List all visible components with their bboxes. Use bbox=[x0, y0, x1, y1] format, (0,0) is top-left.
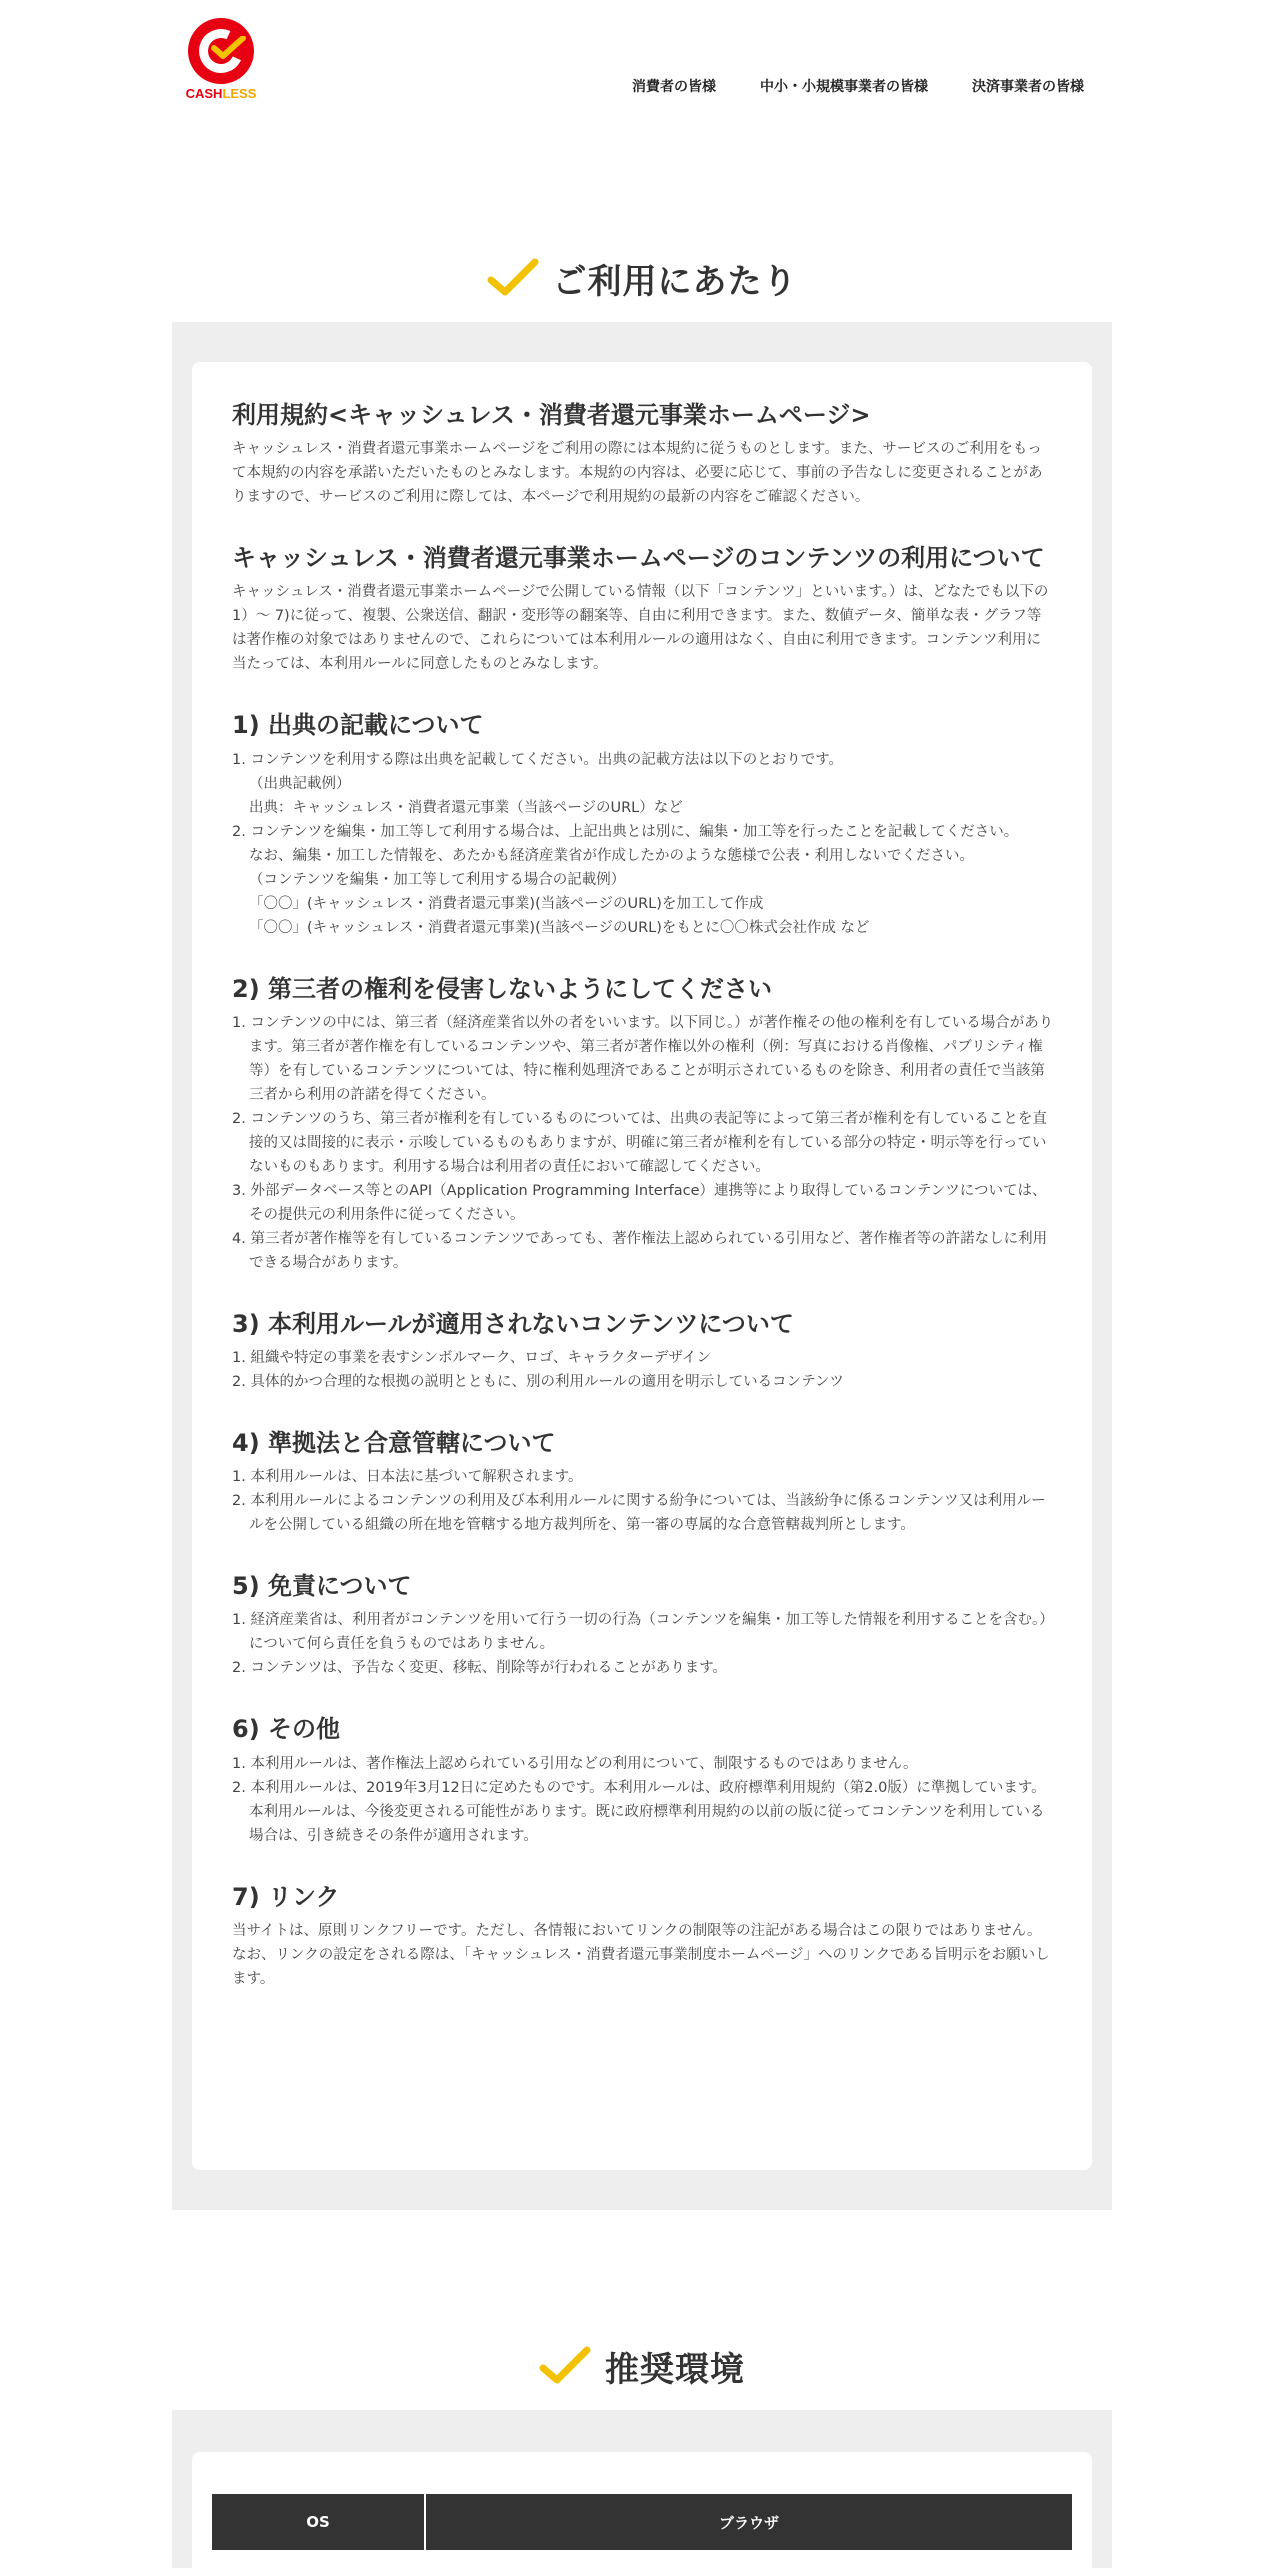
terms-card bbox=[192, 362, 1092, 2170]
list-item: 1. 組織や特定の事業を表すシンボルマーク、ロゴ、キャラクターデザイン bbox=[232, 1349, 712, 1366]
check-icon bbox=[487, 258, 539, 298]
list-item: 2. 本利用ルールは、2019年3月12日に定めたものです。本利用ルールは、政府標準利用規約（第2.0版）に準拠しています。本利用ルールは、今後変更される可能性があります。既に政府標準利用規約の以前の版に従ってコンテンツを利用している場合は、引き続きその条件が適用されます。 bbox=[232, 1779, 1046, 1844]
list-subtext: 「〇〇」(キャッシュレス・消費者還元事業)(当該ページのURL)を加工して作成 bbox=[249, 895, 764, 912]
site-header bbox=[0, 0, 1284, 150]
logo-wordmark bbox=[184, 86, 258, 101]
env-section-title bbox=[0, 2336, 1284, 2396]
section-list bbox=[232, 1465, 1054, 1537]
terms-block-governing-law bbox=[232, 1428, 1054, 1537]
list-item: 1. 経済産業省は、利用者がコンテンツを用いて行う一切の行為（コンテンツを編集・加工等した情報を利用することを含む。）について何ら責任を負うものではありません。 bbox=[232, 1612, 1054, 1653]
list-item: 2. コンテンツのうち、第三者が権利を有しているものについては、出典の表記等によって第三者が権利を有していることを直接的又は間接的に表示・示唆しているものもありますが、明確に第三者が権利を有している部分の特定・明示等を行っていないものもあります。利用する場合は利用者の責任において確認してください。 bbox=[232, 1110, 1047, 1175]
terms-block-not-applicable bbox=[232, 1309, 1054, 1394]
terms-block-rules bbox=[232, 400, 1054, 509]
section-list bbox=[232, 748, 1054, 940]
list-subtext: 出典：キャッシュレス・消費者還元事業（当該ページのURL）など bbox=[249, 799, 683, 816]
terms-block-source bbox=[232, 710, 1054, 939]
section-list bbox=[232, 1608, 1054, 1680]
list-item: 1. 本利用ルールは、日本法に基づいて解釈されます。 bbox=[232, 1469, 583, 1486]
section-list bbox=[232, 1752, 1054, 1848]
page-title: ご利用にあたり bbox=[552, 261, 798, 302]
main-nav bbox=[632, 76, 1084, 96]
col-browser: ブラウザ bbox=[426, 2494, 1072, 2550]
section-heading: 7) リンク bbox=[232, 1882, 340, 1911]
list-subtext: （出典記載例） bbox=[249, 775, 351, 792]
col-os: OS bbox=[212, 2494, 426, 2550]
terms-content bbox=[232, 400, 1054, 2025]
logo-text-cash: CASH bbox=[185, 86, 223, 101]
terms-panel bbox=[172, 322, 1112, 2210]
list-item: 2. コンテンツを編集・加工等して利用する場合は、上記出典とは別に、編集・加工等を行ったことを記載してください。 bbox=[232, 823, 1019, 840]
section-text: 当サイトは、原則リンクフリーです。ただし、各情報においてリンクの制限等の注記がある場合はこの限りではありません。なお、リンクの設定をされる際は、「キャッシュレス・消費者還元事業制度ホームページ」へのリンクである旨明示をお願いします。 bbox=[232, 1922, 1050, 1987]
check-icon bbox=[539, 2346, 591, 2386]
section-list bbox=[232, 1346, 1054, 1394]
env-title: 推奨環境 bbox=[605, 2349, 745, 2390]
section-heading: 3) 本利用ルールが適用されないコンテンツについて bbox=[232, 1309, 794, 1338]
section-heading: 5) 免責について bbox=[232, 1572, 412, 1601]
section-list bbox=[232, 1011, 1054, 1275]
list-item: 4. 第三者が著作権等を有しているコンテンツであっても、著作権法上認められている引用など、著作権者等の許諾なしに利用できる場合があります。 bbox=[232, 1230, 1048, 1271]
list-subtext: 「〇〇」(キャッシュレス・消費者還元事業)(当該ページのURL)をもとに〇〇株式会社作成 など bbox=[249, 919, 870, 936]
list-item: 2. コンテンツは、予告なく変更、移転、削除等が行われることがあります。 bbox=[232, 1660, 728, 1677]
terms-block-link bbox=[232, 1882, 1054, 1991]
env-panel bbox=[172, 2410, 1112, 2568]
section-heading: 2) 第三者の権利を侵害しないようにしてください bbox=[232, 974, 773, 1003]
env-table-header bbox=[212, 2494, 1072, 2550]
nav-consumers[interactable]: 消費者の皆様 bbox=[632, 79, 716, 95]
list-item: 2. 具体的かつ合理的な根拠の説明とともに、別の利用ルールの適用を明示しているコンテンツ bbox=[232, 1373, 844, 1390]
list-item: 1. 本利用ルールは、著作権法上認められている引用などの利用について、制限するものではありません。 bbox=[232, 1755, 918, 1772]
section-text: キャッシュレス・消費者還元事業ホームページをご利用の際には本規約に従うものとします。また、サービスのご利用をもって本規約の内容を承諾いただいたものとみなします。本規約の内容は、必要に応じて、事前の予告なしに変更されることがありますので、サービスのご利用に際しては、本ページで利用規約の最新の内容をご確認ください。 bbox=[232, 441, 1043, 506]
section-text: キャッシュレス・消費者還元事業ホームページで公開している情報（以下「コンテンツ」といいます。）は、どなたでも以下の1）〜 7)に従って、複製、公衆送信、翻訳・変形等の翻案等、自由に利用できます。また、数値データ、簡単な表・グラフ等は著作権の対象ではありませんので、これらについては本利用ルールの適用はなく、自由に利用できます。コンテンツ利用に当たっては、本利用ルールに同意したものとみなします。 bbox=[232, 584, 1049, 673]
nav-small-business[interactable]: 中小・小規模事業者の皆様 bbox=[760, 79, 928, 95]
list-item: 2. 本利用ルールによるコンテンツの利用及び本利用ルールに関する紛争については、当該紛争に係るコンテンツ又は利用ルールを公開している組織の所在地を管轄する地方裁判所を、第一審の専属的な合意管轄裁判所とします。 bbox=[232, 1493, 1046, 1534]
nav-payment-providers[interactable]: 決済事業者の皆様 bbox=[972, 79, 1084, 95]
terms-section-title bbox=[0, 248, 1284, 308]
cashless-logo[interactable] bbox=[185, 18, 257, 104]
terms-block-disclaimer bbox=[232, 1571, 1054, 1680]
section-heading: 6) その他 bbox=[232, 1715, 341, 1744]
section-heading: 利用規約<キャッシュレス・消費者還元事業ホームページ> bbox=[232, 401, 871, 429]
logo-text-less: LESS bbox=[222, 86, 257, 101]
logo-check-icon bbox=[210, 36, 246, 60]
list-item: 1. コンテンツの中には、第三者（経済産業省以外の者をいいます。以下同じ。）が著作権その他の権利を有している場合があります。第三者が著作権を有しているコンテンツや、第三者が著作権以外の権利（例：写真における肖像権、パブリシティ権等）を有しているコンテンツについては、特に権利処理済であることが明示されているものを除き、利用者の責任で当該第三者から利用の許諾を得てください。 bbox=[232, 1014, 1054, 1103]
list-subtext: なお、編集・加工した情報を、あたかも経済産業省が作成したかのような態様で公表・利用しないでください。 bbox=[249, 847, 974, 864]
section-heading: 4) 準拠法と合意管轄について bbox=[232, 1428, 556, 1457]
env-card bbox=[192, 2452, 1092, 2568]
terms-block-third-party bbox=[232, 974, 1054, 1275]
list-item: 1. コンテンツを利用する際は出典を記載してください。出典の記載方法は以下のとおりです。 bbox=[232, 751, 844, 768]
section-heading: 1) 出典の記載について bbox=[232, 711, 484, 740]
terms-block-other bbox=[232, 1714, 1054, 1847]
list-item: 3. 外部データベース等とのAPI（Application Programming Interface）連携等により取得しているコンテンツについては、その提供元の利用条件に従ってください。 bbox=[232, 1182, 1047, 1223]
section-heading: キャッシュレス・消費者還元事業ホームページのコンテンツの利用について bbox=[232, 544, 1045, 573]
terms-block-content-use bbox=[232, 543, 1054, 676]
list-subtext: （コンテンツを編集・加工等して利用する場合の記載例） bbox=[249, 871, 626, 888]
